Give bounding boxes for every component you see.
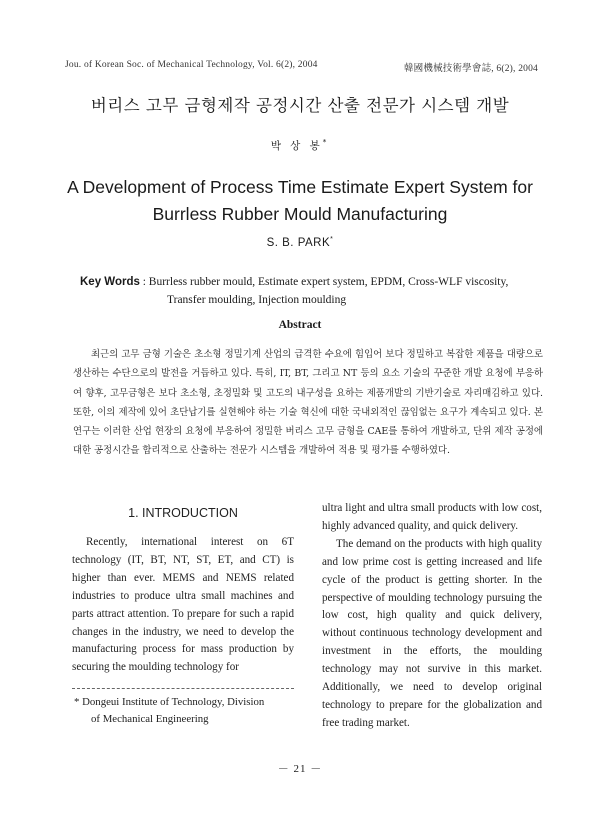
footnote-mark: * — [74, 696, 80, 708]
abstract-body — [73, 345, 543, 461]
section-title-introduction: 1. INTRODUCTION — [128, 506, 238, 520]
korean-author — [0, 138, 600, 153]
english-title-line1: A Development of Process Time Estimate Expert System for — [67, 177, 533, 197]
abstract-title: Abstract — [278, 319, 322, 331]
english-author — [0, 236, 600, 249]
right-column — [322, 500, 542, 733]
left-column — [72, 500, 294, 677]
author-affiliation-footnote — [74, 694, 298, 728]
korean-title: 버리스 고무 금형제작 공정시간 산출 전문가 시스템 개발 — [90, 96, 510, 115]
intro-paragraph-1: Recently, international interest on 6T technology (IT, BT, NT, ST, ET, and CT) is higher than ever. MEMS and NEMS related industries to produce ultra small machines and parts attract attention. To prepare for such a rapid changes in the industry, we need to develop the manufacturing process for mass production by securing the moulding technology for — [72, 536, 294, 674]
abstract-text: 최근의 고무 금형 기술은 초소형 정밀기계 산업의 급격한 수요에 힘입어 보다 정밀하고 복잡한 제품을 대량으로 생산하는 수단으로의 발전을 거듭하고 있다. 특히, IT, BT, 그리고 NT 등의 요소 기술의 꾸준한 개발 요청에 부응하여 향후, 고무금형은 보다 초소형, 초정밀화 및 고도의 내구성을 요하는 제품개발의 기반기술로 자리매김하고 있다. 또한, 이의 제작에 있어 초단납기를 실현해야 하는 기술 혁신에 대한 국내외적인 끊임없는 요구가 계속되고 있다. 본 연구는 이러한 산업 현장의 요청에 부응하여 정밀한 버리스 고무 금형을 CAE를 통하여 개발하고, 단위 제작 공정에 대한 공정시간을 합리적으로 산출하는 전문가 시스템을 개발하여 적용 및 평가를 수행하였다. — [73, 349, 543, 457]
footnote-divider — [72, 688, 294, 689]
journal-header-left: Jou. of Korean Soc. of Mechanical Technology, Vol. 6(2), 2004 — [65, 60, 318, 70]
korean-author-name: 박 상 봉 — [270, 140, 323, 152]
page-number: － 21 － — [277, 763, 323, 775]
intro-paragraph-1-continued: ultra light and ultra small products with low cost, highly advanced quality, and quick delivery. — [322, 502, 542, 532]
keywords-label: Key Words — [80, 276, 140, 288]
footnote-text-line1: Dongeui Institute of Technology, Division — [82, 696, 265, 708]
keywords — [80, 273, 550, 309]
keywords-text-line2: Transfer moulding, Injection moulding — [167, 294, 347, 306]
english-title-line2: Burrless Rubber Mould Manufacturing — [152, 204, 448, 224]
english-author-name: S. B. PARK — [266, 236, 331, 249]
keywords-line1 — [80, 273, 550, 291]
footnote-line2: of Mechanical Engineering — [91, 713, 209, 725]
english-author-mark: * — [330, 236, 334, 243]
footnote-line1 — [74, 694, 298, 711]
intro-paragraph-2: The demand on the products with high quality and low prime cost is getting increased and life cycle of the product is getting shorter. In the perspective of moulding technology pursuing the low cost, high quality and quick delivery, without continuous technology development and investment in the efforts, the moulding technology may not survive in this market. Additionally, we need to develop original technology to prepare for the globalization and free trading market. — [322, 537, 542, 729]
korean-author-mark: * — [322, 138, 330, 147]
journal-header-right: 韓國機械技術學會誌, 6(2), 2004 — [403, 64, 538, 74]
keywords-text-line1: : Burrless rubber mould, Estimate expert system, EPDM, Cross-WLF viscosity, — [142, 276, 509, 288]
english-title — [0, 174, 600, 228]
